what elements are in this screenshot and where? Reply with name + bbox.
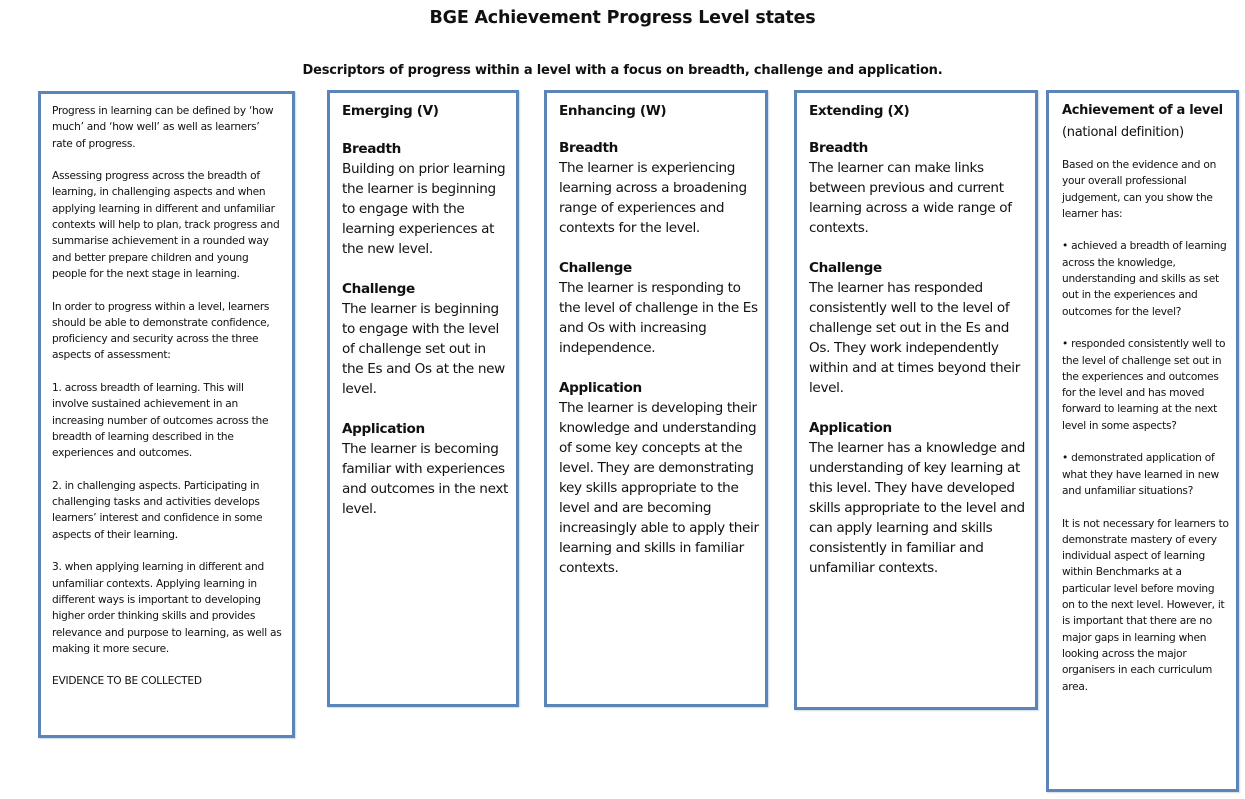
section-breadth [809,138,1029,238]
level-title: Enhancing (W) [559,103,667,119]
intro-paragraph: Progress in learning can be defined by ‘how much’ and ‘how well’ as well as learners’ rate of progress. [52,105,274,150]
section-heading: Breadth [342,141,401,157]
section-text: The learner can make links between previous and current learning across a wide range of contexts. [809,160,1012,236]
section-application [559,378,759,578]
achievement-bullet: • achieved a breadth of learning across the knowledge, understanding and skills as set out in the experiences and outcomes for the level? [1062,240,1227,318]
section-text: The learner is experiencing learning across a broadening range of experiences and contexts for the level. [559,160,747,236]
section-heading: Application [342,421,425,437]
achievement-bullet: • demonstrated application of what they have learned in new and unfamiliar situations? [1062,452,1219,497]
achievement-title: Achievement of a level [1062,103,1223,118]
section-text: The learner is becoming familiar with experiences and outcomes in the next level. [342,441,509,517]
achievement-box [1046,90,1239,792]
level-title: Extending (X) [809,103,910,119]
section-text: The learner has responded consistently well to the level of challenge set out in the Es and Os. They work independently within and at times beyond their level. [809,280,1020,396]
section-heading: Breadth [809,140,868,156]
page-title: BGE Achievement Progress Level states [429,8,816,28]
achievement-bullet: • responded consistently well to the level of challenge set out in the experiences and outcomes for the level and has moved forward to learning at the next level in some aspects? [1062,338,1226,432]
section-heading: Application [809,420,892,436]
section-heading: Challenge [559,260,632,276]
level-title: Emerging (V) [342,103,439,119]
intro-box [38,91,295,738]
achievement-paragraph: It is not necessary for learners to demonstrate mastery of every individual aspect of learning within Benchmarks at a particular level before moving on to the next level. However, it is important that there are no major gaps in learning when looking across the major organisers in each curriculum area. [1062,517,1229,693]
section-breadth [342,139,508,259]
intro-paragraph: Assessing progress across the breadth of learning, in challenging aspects and when applying learning in different and unfamiliar contexts will help to plan, track progress and summarise achievement in a rounded way and better prepare children and young people for the next stage in learning. [52,170,280,280]
section-heading: Application [559,380,642,396]
section-heading: Breadth [559,140,618,156]
achievement-subtitle: (national definition) [1062,125,1184,140]
section-challenge [559,258,759,358]
intro-paragraph: 2. in challenging aspects. Participating in challenging tasks and activities develops learners’ interest and confidence in some aspects of their learning. [52,479,263,541]
section-text: The learner is developing their knowledge and understanding of some key concepts at the level. They are demonstrating key skills appropriate to the level and are becoming increasingly able to apply their learning and skills in familiar contexts. [559,400,759,576]
achievement-paragraph: Based on the evidence and on your overall professional judgement, can you show the learner has: [1062,159,1217,220]
intro-paragraph: 1. across breadth of learning. This will involve sustained achievement in an increasing number of outcomes across the breadth of learning described in the experiences and outcomes. [52,382,269,460]
page-subtitle: Descriptors of progress within a level with a focus on breadth, challenge and application. [302,63,943,78]
section-challenge [342,279,508,399]
level-box-emerging [327,90,519,707]
section-text: The learner is beginning to engage with the level of challenge set out in the Es and Os at the new level. [342,301,505,397]
section-text: The learner is responding to the level of challenge in the Es and Os with increasing independence. [559,280,758,356]
level-box-extending [794,90,1038,710]
level-box-enhancing [544,90,768,707]
section-breadth [559,138,759,238]
intro-paragraph: 3. when applying learning in different and unfamiliar contexts. Applying learning in different ways is important to developing higher order thinking skills and provides relevance and purpose to learning, as well as making it more secure. [52,561,282,655]
evidence-label: EVIDENCE TO BE COLLECTED [52,675,202,688]
section-heading: Challenge [342,281,415,297]
section-heading: Challenge [809,260,882,276]
section-challenge [809,258,1029,398]
intro-paragraph: In order to progress within a level, learners should be able to demonstrate confidence, proficiency and security across the three aspects of assessment: [52,300,270,362]
section-text: The learner has a knowledge and understanding of key learning at this level. They have developed skills appropriate to the level and can apply learning and skills consistently in familiar and unfamiliar contexts. [809,440,1026,576]
section-application [809,418,1029,578]
section-text: Building on prior learning the learner is beginning to engage with the learning experiences at the new level. [342,161,506,257]
section-application [342,419,508,519]
